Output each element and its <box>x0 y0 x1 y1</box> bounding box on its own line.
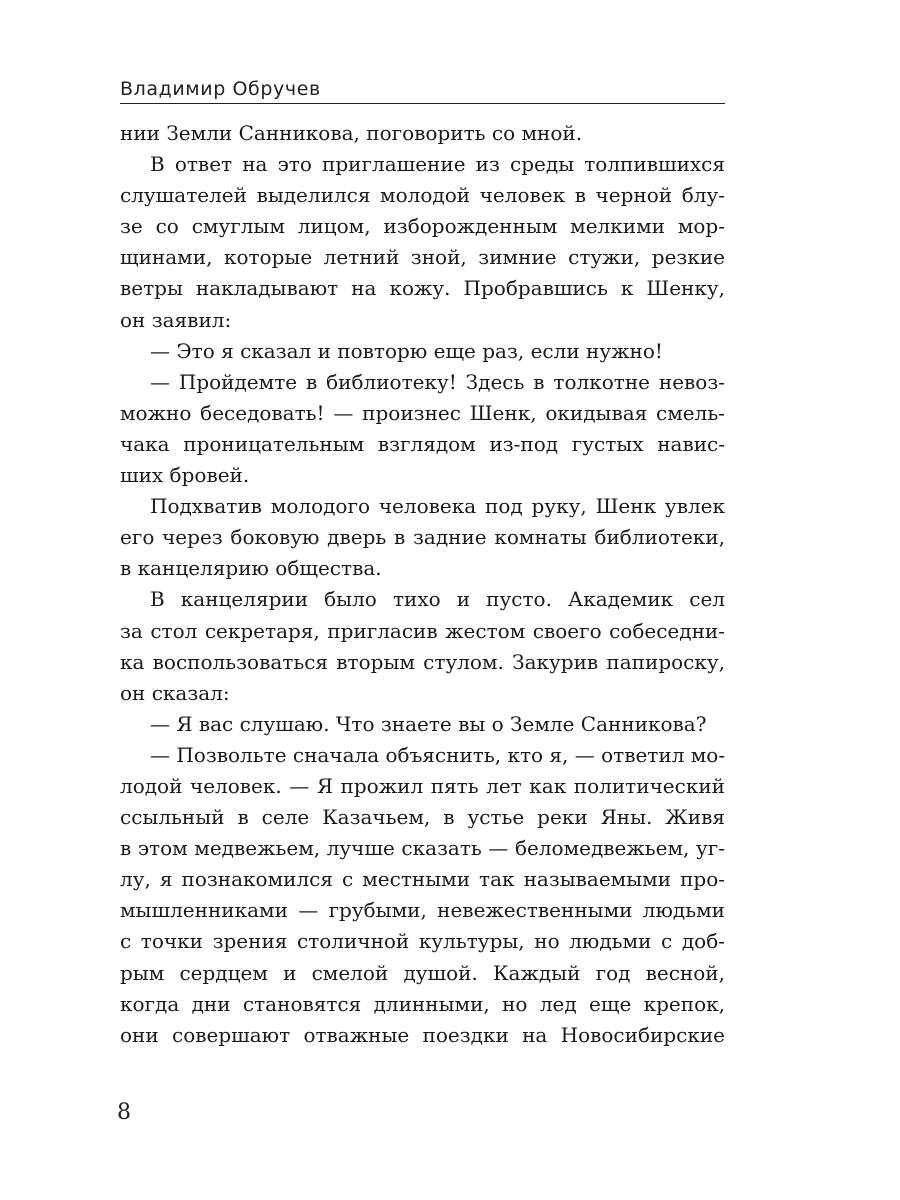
text-line: — Это я сказал и повторю еще раз, если нужно! <box>150 338 663 363</box>
text-line: мышленниками — грубыми, невежественными людьми <box>120 898 725 923</box>
text-line: слушателей выделился молодой человек в черной блу- <box>120 183 725 208</box>
body-text <box>120 118 725 1051</box>
text-line: зе со смуглым лицом, изборожденным мелкими мор- <box>120 214 725 239</box>
text-line: рым сердцем и смелой душой. Каждый год весной, <box>120 960 725 985</box>
text-line: в канцелярию общества. <box>120 556 382 581</box>
text-line: его через боковую дверь в задние комнаты библиотеки, <box>120 525 725 550</box>
text-line: лу, я познакомился с местными так называемыми про- <box>120 867 725 892</box>
text-line: они совершают отважные поездки на Новосибирские <box>120 1022 725 1047</box>
page-number: 8 <box>117 1100 131 1125</box>
text-line: ка воспользоваться вторым стулом. Закурив папироску, <box>120 649 725 674</box>
header-rule <box>120 103 725 104</box>
text-line: с точки зрения столичной культуры, но людьми с доб- <box>120 929 725 954</box>
text-line: ветры накладывают на кожу. Пробравшись к Шенку, <box>120 276 725 301</box>
text-line: в этом медвежьем, лучше сказать — беломедвежьем, уг- <box>120 836 725 861</box>
text-line: В канцелярии было тихо и пусто. Академик сел <box>150 587 725 612</box>
text-line: за стол секретаря, пригласив жестом своего собеседни- <box>120 618 725 643</box>
running-header: Владимир Обручев <box>120 78 321 100</box>
text-line: Подхватив молодого человека под руку, Шенк увлек <box>150 494 725 519</box>
text-line: — Позвольте сначала объяснить, кто я, — ответил мо- <box>150 742 726 767</box>
text-line: — Пройдемте в библиотеку! Здесь в толкотне невоз- <box>150 369 725 394</box>
text-line: он сказал: <box>120 680 230 705</box>
text-line: чака проницательным взглядом из-под густых навис- <box>120 431 725 456</box>
text-line: — Я вас слушаю. Что знаете вы о Земле Санникова? <box>150 711 707 736</box>
text-line: В ответ на это приглашение из среды толпившихся <box>150 152 725 177</box>
text-line: лодой человек. — Я прожил пять лет как политический <box>120 773 725 798</box>
text-line: нии Земли Санникова, поговорить со мной. <box>120 121 583 145</box>
text-line: он заявил: <box>120 307 232 332</box>
text-line: щинами, которые летний зной, зимние стужи, резкие <box>120 245 725 270</box>
text-line: можно беседовать! — произнес Шенк, окидывая смель- <box>120 400 725 425</box>
text-line: ссыльный в селе Казачьем, в устье реки Яны. Живя <box>120 805 725 830</box>
text-line: когда дни становятся длинными, но лед еще крепок, <box>120 991 725 1016</box>
text-line: ших бровей. <box>120 463 250 488</box>
